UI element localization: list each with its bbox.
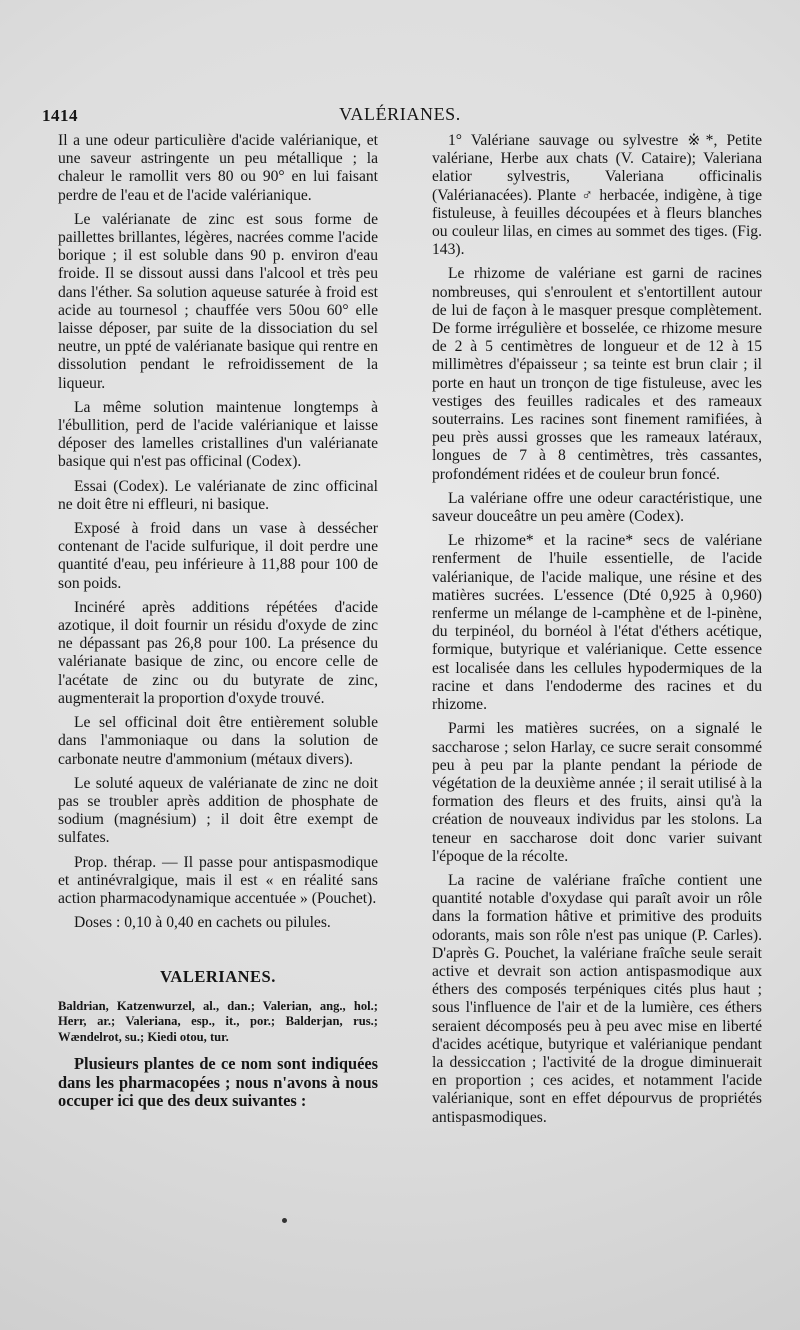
paragraph: Parmi les matières sucrées, on a signalé le saccharose ; selon Harlay, ce sucre serait consommé peu à peu par la plante pendant la période de végétation de la deuxième année ; il serait utilisé à la formation des fleurs et des fruits, ainsi qu'à la création de nouveaux individus par les stolons. La teneur en saccharose doit donc varier suivant l'époque de la récolte. bbox=[432, 720, 762, 865]
paragraph: Exposé à froid dans un vase à dessécher contenant de l'acide sulfurique, il doit perdre une quantité d'eau, peu inférieure à 11,88 pour 100 de son poids. bbox=[58, 520, 378, 592]
paragraph: Le sel officinal doit être entièrement soluble dans l'ammoniaque ou dans la solution de carbonate neutre d'ammonium (métaux divers). bbox=[58, 714, 378, 768]
paragraph: La même solution maintenue longtemps à l'ébullition, perd de l'acide valérianique et laisse déposer des lamelles cristallines d'un valérianate basique qui n'est pas officinal (Codex). bbox=[58, 398, 378, 471]
left-column bbox=[58, 132, 378, 1117]
synonyms: Baldrian, Katzenwurzel, al., dan.; Valerian, ang., hol.; Herr, ar.; Valeriana, esp., it., por.; Balderjan, rus.; Wændelrot, su.; Kiedi otou, tur. bbox=[58, 998, 378, 1044]
paragraph: Le rhizome* et la racine* secs de valériane renferment de l'huile essentielle, de l'acide valérianique, de l'acide malique, une résine et des matières sucrées. L'essence (Dté 0,925 à 0,960) renferme un mélange de l-camphène et de l-pinène, du terpinéol, du bornéol à l'état d'éthers acétique, formique, butyrique et valérianique. Cette essence est localisée dans les cellules hypodermiques de la racine et dans l'endoderme des racines et du rhizome. bbox=[432, 532, 762, 714]
paragraph: Le soluté aqueux de valérianate de zinc ne doit pas se troubler après addition de phosphate de sodium (magnésium) ; il doit être exempt de sulfates. bbox=[58, 774, 378, 847]
paragraph: La racine de valériane fraîche contient une quantité notable d'oxydase qui paraît avoir un rôle dans la formation hâtive et primitive des produits odorants, mais son rôle n'est pas unique (P. Carles). D'après G. Pouchet, la valériane fraîche seule serait active et devrait son action antispasmodique aux éthers des composés terpéniques cités plus haut ; sous l'influence de l'air et de la lumière, ces éthers seraient décomposés peu à peu avec mise en liberté d'acides acétique, butyrique et valérianique pendant la dessiccation ; l'activité de la drogue diminuerait en proportion ; ces acides, et notamment l'acide valérianique, sont en effet dépourvus de propriétés antispasmodiques. bbox=[432, 871, 762, 1126]
paragraph: Doses : 0,10 à 0,40 en cachets ou pilules. bbox=[74, 914, 331, 932]
paragraph: Essai (Codex). Le valérianate de zinc officinal ne doit être ni effleuri, ni basique. bbox=[58, 477, 378, 513]
paragraph: Le valérianate de zinc est sous forme de paillettes brillantes, légères, nacrées comme l'acide borique ; il est soluble dans 90 p. environ d'eau froide. Il se dissout aussi dans l'alcool et très peu dans l'éther. Sa solution aqueuse saturée à froid est acide au tournesol ; chauffée vers 50ou 60° elle laisse déposer, par suite de la dissociation du sel neutre, un ppté de valérianate basique qui rentre en dissolution pendant le refroidissement de la liqueur. bbox=[58, 210, 378, 392]
intro-paragraph: Plusieurs plantes de ce nom sont indiquées dans les pharmacopées ; nous n'avons à nous occuper ici que des deux suivantes : bbox=[58, 1054, 378, 1111]
paragraph: Prop. thérap. — Il passe pour antispasmodique et antinévralgique, mais il est « en réalité sans action pharmacodynamique accentuée » (Pouchet). bbox=[58, 853, 378, 907]
right-column bbox=[432, 132, 762, 1133]
paragraph: Il a une odeur particulière d'acide valérianique, et une saveur astringente un peu métallique ; la chaleur le ramollit vers 80 ou 90° en lui faisant perdre de l'eau et de l'acide valérianique. bbox=[58, 132, 378, 204]
section-title: VALERIANES. bbox=[160, 967, 276, 987]
paragraph: Le rhizome de valériane est garni de racines nombreuses, qui s'enroulent et s'entortillent autour de lui de façon à le masquer presque complètement. De forme irrégulière et bosselée, ce rhizome mesure de 2 à 5 centimètres de longueur et de 12 à 15 millimètres d'épaisseur ; sa teinte est brun clair ; il porte en haut un tronçon de tige fistuleuse, avec les vestiges des feuilles radicales et des rameaux souterrains. Les racines sont finement ramifiées, à peu près aussi grosses que les rameaux latéraux, longues de 7 à 8 centimètres, très cassantes, profondément ridées et de couleur brun foncé. bbox=[432, 265, 762, 483]
paragraph: 1° Valériane sauvage ou sylvestre ※*, Petite valériane, Herbe aux chats (V. Cataire); Valeriana elatior sylvestris, Valeriana officinalis (Valérianacées). Plante ♂ herbacée, indigène, à tige fistuleuse, à feuilles découpées et à fleurs blanches ou couleur lilas, en cimes au sommet des tiges. (Fig. 143). bbox=[432, 132, 762, 259]
ink-dot bbox=[282, 1218, 287, 1223]
page-number: 1414 bbox=[42, 106, 78, 125]
paragraph: La valériane offre une odeur caractéristique, une saveur douceâtre un peu amère (Codex). bbox=[432, 489, 762, 526]
paragraph: Incinéré après additions répétées d'acide azotique, il doit fournir un résidu d'oxyde de zinc ne dépassant pas 26,8 pour 100. La présence du valérianate basique de zinc, ou encore celle de l'acétate de zinc ou du butyrate de zinc, augmenterait la proportion d'oxyde trouvé. bbox=[58, 598, 378, 707]
running-title: VALÉRIANES. bbox=[339, 104, 461, 124]
